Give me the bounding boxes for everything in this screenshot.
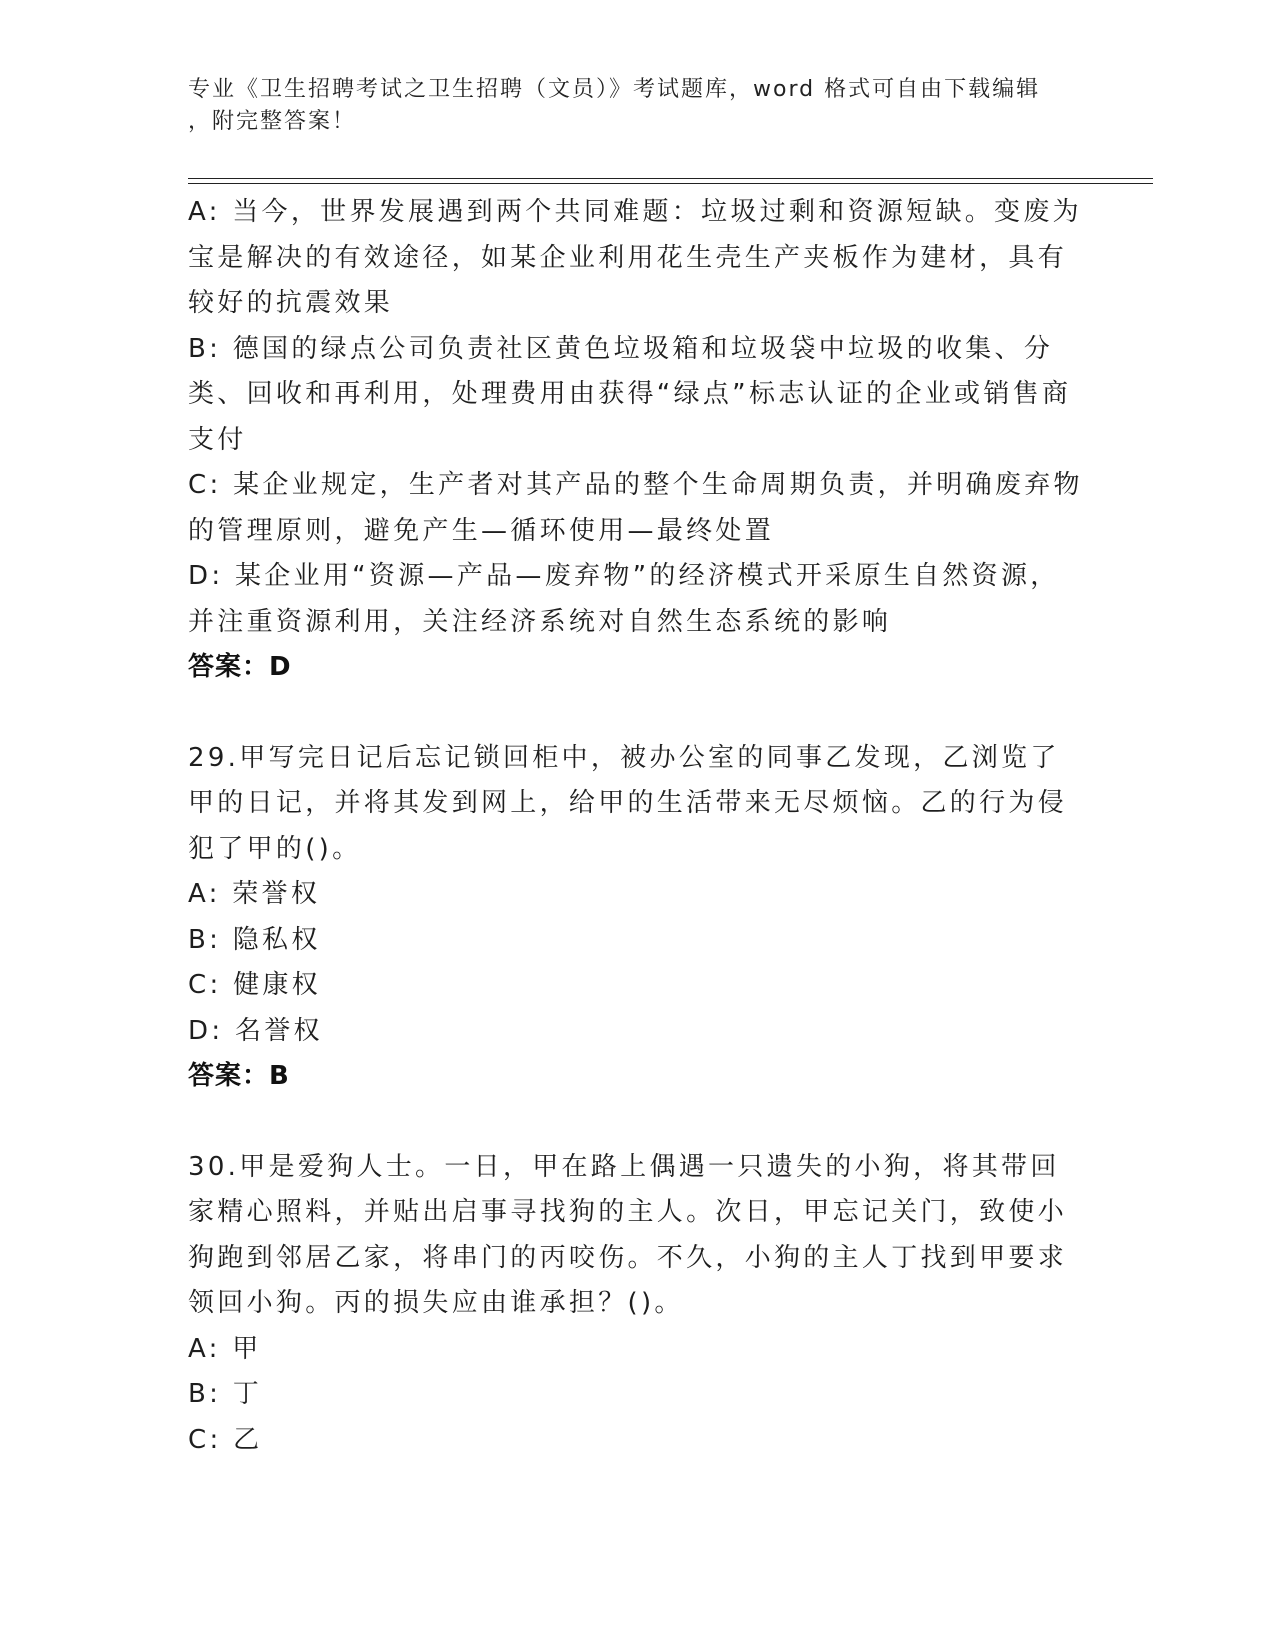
question-29 [188, 736, 1088, 1100]
header-divider-bottom [188, 183, 1153, 184]
option-a: A: 荣誉权 [188, 879, 321, 909]
option-d: D: 某企业用“资源—产品—废弃物”的经济模式开采原生自然资源，并注重资源利用，关注经济系统对自然生态系统的影响 [188, 561, 1060, 637]
answer-line: 答案：D [188, 652, 292, 682]
section-gap [188, 691, 1088, 736]
question-28 [188, 190, 1088, 691]
header-title-line-2: ，附完整答案！ [188, 109, 357, 134]
option-a: A: 甲 [188, 1333, 262, 1364]
option-c: C: 某企业规定，生产者对其产品的整个生命周期负责，并明确废弃物的管理原则，避免产生—循环使用—最终处置 [188, 470, 1083, 546]
header-title-line: 专业《卫生招聘考试之卫生招聘（文员）》考试题库，word 格式可自由下载编辑 [188, 77, 1041, 102]
option-b: B: 丁 [188, 1379, 263, 1409]
question-stem: 30.甲是爱狗人士。一日，甲在路上偶遇一只遗失的小狗，将其带回家精心照料，并贴出启事寻找狗的主人。次日，甲忘记关门，致使小狗跑到邻居乙家，将串门的丙咬伤。不久，小狗的主人丁找到甲要求领回小狗。丙的损失应由谁承担？()。 [188, 1151, 1068, 1318]
question-stem: 29.甲写完日记后忘记锁回柜中，被办公室的同事乙发现，乙浏览了甲的日记，并将其发到网上，给甲的生活带来无尽烦恼。乙的行为侵犯了甲的()。 [188, 742, 1068, 864]
option-d: D: 名誉权 [188, 1015, 323, 1046]
option-b: B: 德国的绿点公司负责社区黄色垃圾箱和垃圾袋中垃圾的收集、分类、回收和再利用，处理费用由获得“绿点”标志认证的企业或销售商支付 [188, 333, 1072, 455]
option-b: B: 隐私权 [188, 924, 321, 955]
option-c: C: 健康权 [188, 970, 321, 1000]
option-a: A: 当今，世界发展遇到两个共同难题：垃圾过剩和资源短缺。变废为宝是解决的有效途径，如某企业利用花生壳生产夹板作为建材，具有较好的抗震效果 [188, 197, 1082, 318]
header-divider-top [188, 178, 1153, 179]
question-30 [188, 1145, 1088, 1464]
section-gap [188, 1100, 1088, 1145]
answer-line: 答案：B [188, 1061, 290, 1091]
option-c: C: 乙 [188, 1424, 263, 1455]
document-body [188, 190, 1088, 1463]
page-header [188, 74, 1088, 138]
